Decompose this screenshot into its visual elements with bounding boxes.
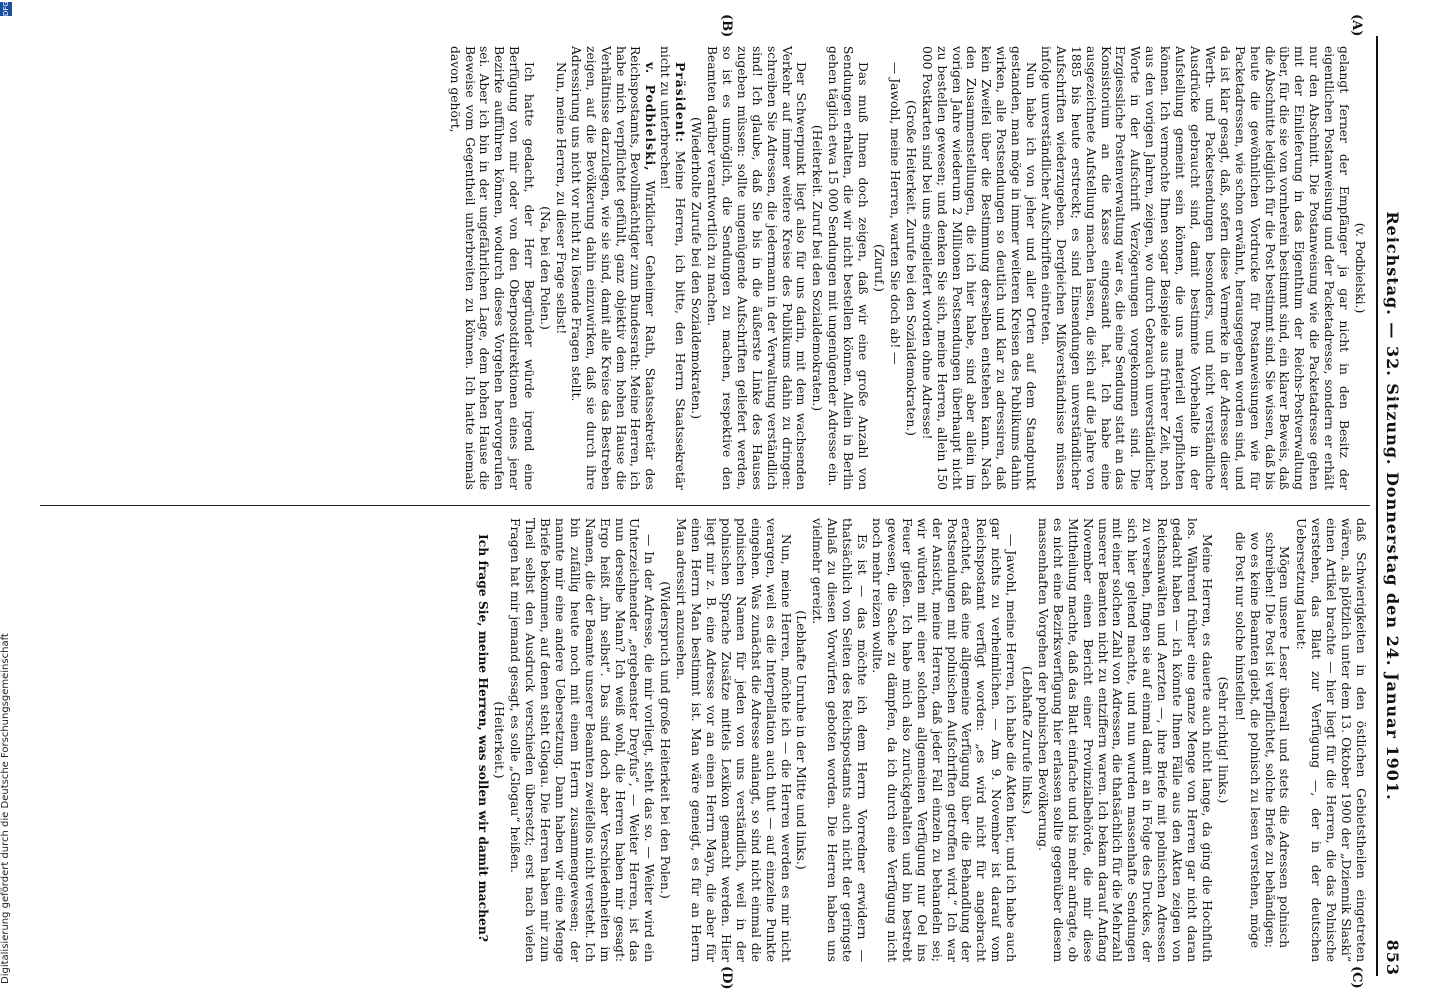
column-divider [40, 505, 1370, 506]
paragraph: Ich frage Sie, meine Herren, was sollen wir damit machen? [476, 534, 492, 942]
speaker-name: v. Podbielski, [643, 62, 659, 172]
block-quote: Mögen unsere Leser überall und stets die Adressen polnisch schreiben! Die Post ist verpflichtet, solche Briefe zu behändigen; wo es keine Beamten giebt, die polnisch zu lesen verstehen, möge die Post nur solche hinstellen! [1232, 532, 1292, 948]
page-number: 853 [1383, 939, 1402, 976]
paragraph: Nun, meine Herren, möchte ich — die Herren werden es mir nicht verargen, weil es die Interpellation auch thut — auf einzelne Punkte eingehen. Was zunächst die Adresse anlangt, so sind nicht einmal die polnischen Namen für jeden von uns verständlich, weil in der polnischen Sprache Zusätze mittels Lexikon gemacht werden. Hier liegt mir z. B. eine Adresse vor an einen Herrn Mayn, die aber für einen Herrn Man bestimmt ist. Man wäre geneigt, es für an Herrn Man adressirt anzusehen. [674, 518, 793, 962]
footer-credit: Digitalisierung gefördert durch die Deutsche Forschungsgemeinschaft [0, 633, 11, 984]
interjection: (Wiederholte Zurufe bei den Sozialdemokraten.) [689, 116, 704, 420]
paragraph: — Jawohl, meine Herren, warten Sie doch ab! — [887, 62, 902, 365]
paragraph: — In der Adresse, die mir vorliegt, steht das so. — Weiter wird ein Unterzeichnender „ergebenster Dreyfus“, — Weiter Herren, ist das nun derselbe Mann? Ich weiß wohl, die Herren haben mir gesagt: Ergo heißt „ihn selbst“. Das sind doch aber Verschiedenheiten im Namen, die der Beamte unserer Beamten zweifellos nicht versteht. Ich bin zufällig heute noch mit einem Herrn zusammengewesen; der nannte mir eine andere Uebersetzung. Dann haben wir eine Menge Briefe bekommen, auf denen steht Glogau. Die Herren haben mir zum Theil selbst den Ausdruck verschieden übersetzt; erst nach vielen Fragen hat mir jemand gesagt, es solle „Glogau“ heißen. [508, 518, 657, 962]
president-name: Präsident: [673, 62, 689, 143]
left-column [447, 46, 1368, 490]
dfg-logo: DFG [2, 1, 10, 16]
paragraph: Ich hatte gedacht, der Herr Begründer würde irgend eine Berfügung von mir oder von den Oberpostdirektionen eines jener Bezirke aufführen können, wodurch dieses Vorgehen hervorgerufen sei. Aber ich bin in der ungefährlichen Lage, dem hohen Hause die Beweise vom Gegentheil unterbreiten zu können. Ich hatte niemals davon gehört, [447, 46, 537, 490]
margin-marker-d: (D) [719, 966, 734, 990]
footer-rotated [0, 0, 20, 1000]
paragraph: Der Schwerpunkt liegt also für uns darin, mit dem wachsenden Verkehr auf immer weitere Kreise des Publikums dahin zu dringen: schreiben Sie Adressen, die jedermann in der Verwaltung verständlich sind! Ich glaube, daß Sie bis in die äußerste Linke des Hauses zugeben müssen: sollte ungenügende Aufschriften geliefert werden, so ist es unmöglich, die Sendungen zu machen, respektive den Beamten darüber verantwortlich zu machen. [705, 46, 809, 490]
margin-marker-a: (A) [1349, 14, 1364, 37]
speaker-remark [568, 46, 657, 490]
interjection: (Lebhafte Unruhe in der Mitte und links.) [794, 610, 809, 870]
speaker-tag: (v. Podbielski.) [1353, 222, 1367, 314]
interjection: (Sehr richtig! links.) [1215, 676, 1230, 804]
page-header [1380, 36, 1404, 976]
interjection: (Zuruf.) [872, 244, 886, 292]
president-text: Meine Herren, ich bitte, den Herrn Staatssekretär nicht zu unterbrechen! [658, 46, 688, 490]
footer [0, 0, 20, 1000]
interjection: (Heiterkeit.) [492, 701, 507, 779]
speaker-text: Wirklicher Geheimer Rath, Staatssekretär des Reichspostamts, Bevollmächtigter zum Bundesrath: Meine Herren, ich habe mich verpflichtet gefühlt, ganz objektiv dem hohen Hause die Verhältnisse darzulegen, wie sie sind, damit alle Kreise das Bestreben zeigen, auf die Bevölkerung dahin einzuwirken, daß sie durch ihre Adressirung uns nicht vor nicht zu lösende Fragen stellt. [568, 46, 658, 490]
interjection: (Na, bei den Polen.) [538, 206, 553, 330]
interjection: (Widerspruch und große Heiterkeit bei den Polen.) [658, 581, 673, 899]
paragraph: Nun, meine Herren, zu dieser Frage selbst! [553, 62, 568, 335]
paragraph: Meine Herren, es dauerte auch nicht lange, da ging die Hochfluth los. Während früher eine ganze Menge von Herren gar nicht daran gedacht haben — ich könnte Ihnen Fälle aus den Akten zeigen von Reichsanwälten und Aerzten —, ihre Briefe mit polnischen Adressen zu versehen, fingen sie auf einmal damit an in Folge des Druckes, der sich hier geltend machte, und nun wurden massenhafte Sendungen mit einer solchen Zahl von Adressen, die thatsächlich für die Mehrzahl unserer Beamten nicht zu entziffern waren. Ich bekam darauf Anfang November einen Bericht einer Provinzialbehörde, die mir diese Mittheilung machte, daß das Blatt einfache und bis mehr anfragte, ob es nicht eine Bezirksverfügung hier erlassen sollte gegenüber diesem massenhaften Vorgehen der polnischen Bevölkerung. [1035, 518, 1214, 962]
footer-strip [0, 0, 20, 1000]
paragraph: — Jawohl, meine Herren, ich habe die Akten hier, und ich habe auch gar nichts zu verheimlichen. — Am 9. November ist darauf vom Reichspostamt verfügt worden: „es wird nicht für angebracht erachtet, daß eine allgemeine Verfügung über die Behandlung der Postsendungen mit polnischen Aufschriften getroffen wird.“ Ich war der Ansicht, meine Herren, daß jeder Fall einzeln zu behandeln sei; wir würden mit einer solchen allgemeinen Verfügung nur Oel ins Feuer gießen. Ich habe mich also zurückgehalten und bin bestrebt gewesen, die Sache zu dämpfen, da ich durch eine Verfügung nicht noch mehr reizen wollte. [870, 518, 1019, 962]
paragraph: gelangt ferner der Empfänger ja gar nicht in den Besitz der eigentlichen Postanweisung und der Packetadresse, sondern er erhält nur den Abschnitt. Die Postanweisung wie die Packetadresse gehen mit der Einlieferung in das Eigenthum der Reichs-Postverwaltung über, für die sie von vornherein bestimmt sind, ein klarer Beweis, daß die Abschnitte lediglich für die Post bestimmt sind. Sie wissen, daß bis heute die gewöhnlichen Vordrucke für Postanweisungen wie für Packetadressen, wie schon erwähnt, herausgegeben worden sind, und da ist klar gesagt, daß, sofern diese Vermerke in der Adresse dieser Werth- und Packetsendungen besonders, und nicht verständliche Ausdrücke gebraucht sind, damit bestimmte Vorbehalte in der Aufstellung gemeint sein können, die uns materiell verpflichten können. Ich vermochte Ihnen sogar Beispiele aus früherer Zeit, noch aus den vorigen Jahren, zeigen, wo durch Gebrauch unverständlicher Worte in der Aufschrift Verzögerungen vorgekommen sind. Die Erzgiessliche Postenverwaltung war es, die eine Sendung statt an das Konsistorium an die Kasse eingesandt hat. Ich habe eine ausgezeichnete Aufstellung machen lassen, die sich auf die Jahre von 1885 bis heute erstreckt; es sind Einsendungen unverständlicher Aufschriften wiederzugeben. Dergleichen Mißverständnisse müssen infolge unverständlicher Aufschriften eintreten. [1038, 46, 1352, 490]
interjection: (Heiterkeit. Zuruf bei den Sozialdemokraten.) [810, 124, 825, 412]
paragraph: Nun habe ich von jeher und aller Orten auf dem Standpunkt gestanden, man möge in immer weiteren Kreisen des Publikums dahin wirken, alle Postsendungen so deutlich und klar zu adressiren, daß kein Zweifel über die Bestimmung derselben entstehen kann. Nach den Zusammenstellungen, die ich hier habe, sind aber allein im vorigen Jahre wiederum 2 Millionen Postsendungen überhaupt nicht zu bestellen gewesen; und denken Sie sich, meine Herren, allein 150 000 Postkarten sind bei uns eingeliefert worden ohne Adresse! [919, 46, 1039, 490]
margin-marker-c: (C) [1349, 966, 1364, 989]
paragraph: Es ist — das möchte ich dem Herrn Vorredner erwidern — thatsächlich von Seiten des Reichspostamts auch nicht der geringste Anlaß zu diesen Vorwürfen geboten worden. Die Herren haben uns vielmehr gereizt. [810, 518, 870, 962]
interjection: (Große Heiterkeit. Zurufe bei den Sozialdemokraten.) [903, 100, 918, 436]
right-column [476, 518, 1368, 962]
header-rule [1376, 36, 1378, 976]
interjection: (Lebhafte Zurufe links.) [1020, 665, 1035, 815]
president-remark [657, 46, 687, 490]
paragraph: Das muß Ihnen doch zeigen, daß wir eine große Anzahl von Sendungen erhalten, die wir nicht bestellen können. Allein in Berlin gehen täglich etwa 15 000 Sendungen mit ungenügender Adresse ein. [826, 46, 871, 490]
margin-marker-b: (B) [719, 14, 734, 38]
header-title: Reichstag. — 32. Sitzung. Donnerstag den 24. Januar 1901. [1383, 211, 1402, 801]
paragraph: daß Schwierigkeiten in den östlichen Gebietstheilen eingetreten wären, als plötzlich unter dem 13. Oktober 1900 der „Dziennik Slaski“ einen Artikel brachte — hier liegt für die Herren, die das Polnische verstehen, das Blatt zur Verfügung —, der in der deutschen Uebersetzung lautet: [1294, 518, 1368, 962]
